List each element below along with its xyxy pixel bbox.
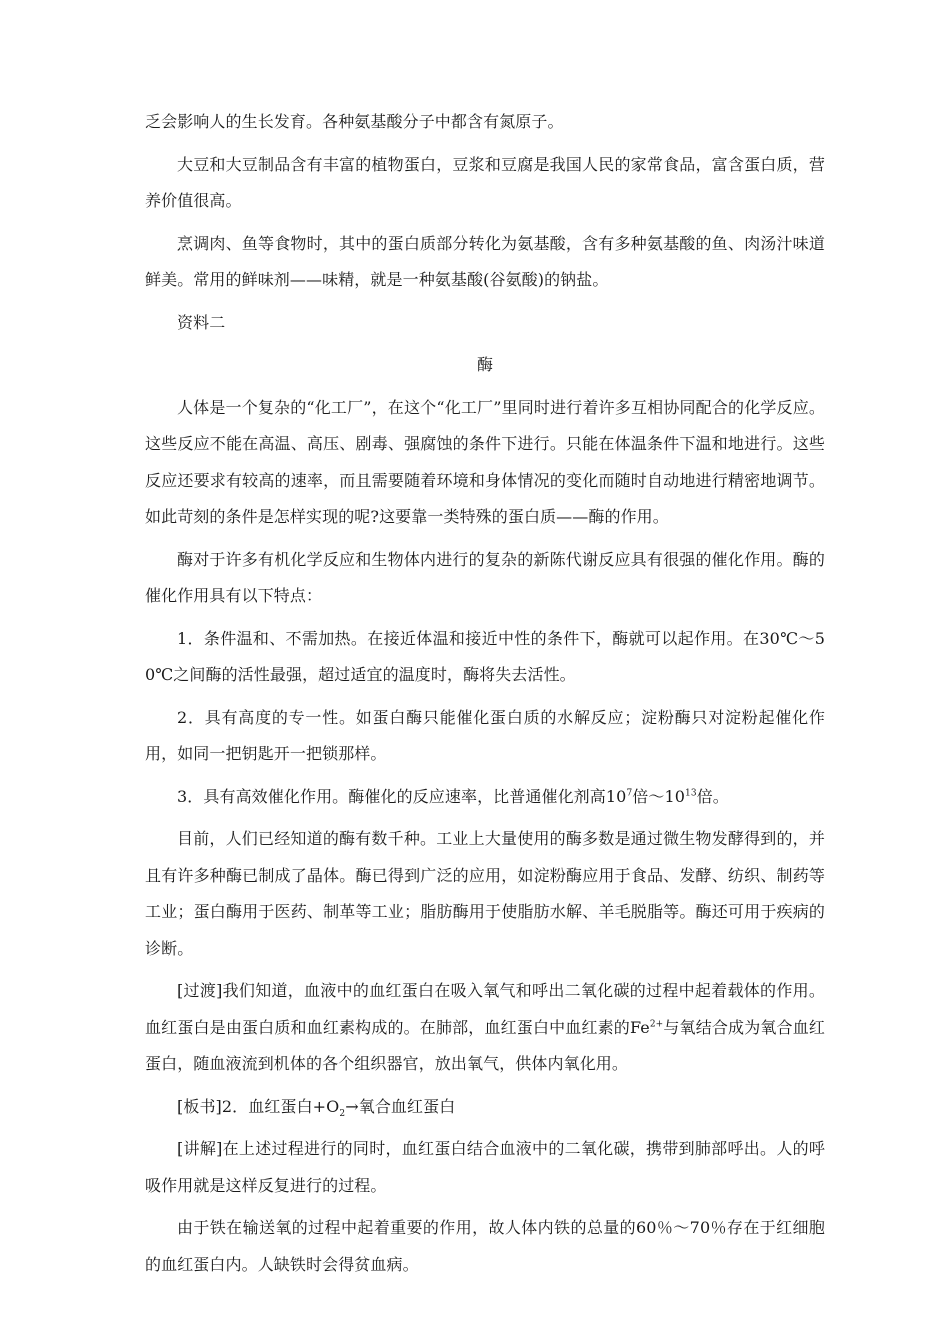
paragraph-13: [讲解]在上述过程进行的同时，血红蛋白结合血液中的二氧化碳，携带到肺部呼出。人的呼吸作用就是这样反复进行的过程。 (145, 1139, 825, 1195)
list-item-3 (145, 779, 825, 816)
paragraph-11-text-a: [过渡]我们知道，血液中的血红蛋白在吸入氧气和呼出二氧化碳的过程中起着载体的作用。血红蛋白是由蛋白质和血红素构成的。在肺部，血红蛋白中血红素的Fe (145, 981, 825, 1037)
paragraph-10: 目前，人们已经知道的酶有数千种。工业上大量使用的酶多数是通过微生物发酵得到的，并且有许多种酶已制成了晶体。酶已得到广泛的应用，如淀粉酶应用于食品、发酵、纺织、制药等工业；蛋白酶用于医药、制革等工业；脂肪酶用于使脂肪水解、羊毛脱脂等。酶还可用于疾病的诊断。 (145, 829, 825, 958)
section-title: 酶 (476, 355, 494, 374)
arrow-icon: → (345, 1096, 359, 1116)
document-body (145, 104, 825, 1289)
paragraph-2: 大豆和大豆制品含有丰富的植物蛋白，豆浆和豆腐是我国人民的家常食品，富含蛋白质，营养价值很高。 (145, 154, 825, 210)
oxygen-subscript: 2 (339, 1108, 346, 1119)
list-item-3-text-b: 倍～10 (632, 786, 686, 806)
exponent-1: 7 (626, 788, 633, 799)
paragraph-14: 由于铁在输送氧的过程中起着重要的作用，故人体内铁的总量的60％～70％存在于红细胞的血红蛋白内。人缺铁时会得贫血病。 (145, 1218, 825, 1274)
list-item-1: 1．条件温和、不需加热。在接近体温和接近中性的条件下，酶就可以起作用。在30℃～50℃之间酶的活性最强，超过适宜的温度时，酶将失去活性。 (145, 628, 825, 684)
list-item-3-text-a: 3．具有高效催化作用。酶催化的反应速率，比普通催化剂高10 (177, 786, 627, 806)
paragraph-11-text-b: 与氧结合成为氧合血红蛋白，随血液流到机体的各个组织器官，放出氧气，供体内氧化用。 (145, 1017, 825, 1073)
board-note-text-a: [板书]2．血红蛋白+O (177, 1096, 340, 1116)
paragraph-1: 乏会影响人的生长发育。各种氨基酸分子中都含有氮原子。 (145, 112, 564, 131)
paragraph-6: 酶对于许多有机化学反应和生物体内进行的复杂的新陈代谢反应具有很强的催化作用。酶的催化作用具有以下特点： (145, 549, 825, 605)
paragraph-11 (145, 973, 825, 1083)
board-note (145, 1089, 825, 1126)
ion-charge: 2+ (649, 1019, 664, 1030)
exponent-2: 13 (685, 788, 697, 799)
board-note-text-b: 氧合血红蛋白 (358, 1096, 456, 1116)
list-item-2: 2．具有高度的专一性。如蛋白酶只能催化蛋白质的水解反应；淀粉酶只对淀粉起催化作用，如同一把钥匙开一把锁那样。 (145, 707, 825, 763)
list-item-3-text-c: 倍。 (696, 786, 729, 806)
section-label: 资料二 (177, 312, 226, 332)
paragraph-5: 人体是一个复杂的“化工厂”，在这个“化工厂”里同时进行着许多互相协同配合的化学反应。这些反应不能在高温、高压、剧毒、强腐蚀的条件下进行。只能在体温条件下温和地进行。这些反应还要求有较高的速率，而且需要随着环境和身体情况的变化而随时自动地进行精密地调节。如此苛刻的条件是怎样实现的呢?这要靠一类特殊的蛋白质——酶的作用。 (145, 397, 825, 526)
paragraph-3: 烹调肉、鱼等食物时，其中的蛋白质部分转化为氨基酸，含有多种氨基酸的鱼、肉汤汁味道鲜美。常用的鲜味剂——味精，就是一种氨基酸(谷氨酸)的钠盐。 (145, 233, 825, 289)
